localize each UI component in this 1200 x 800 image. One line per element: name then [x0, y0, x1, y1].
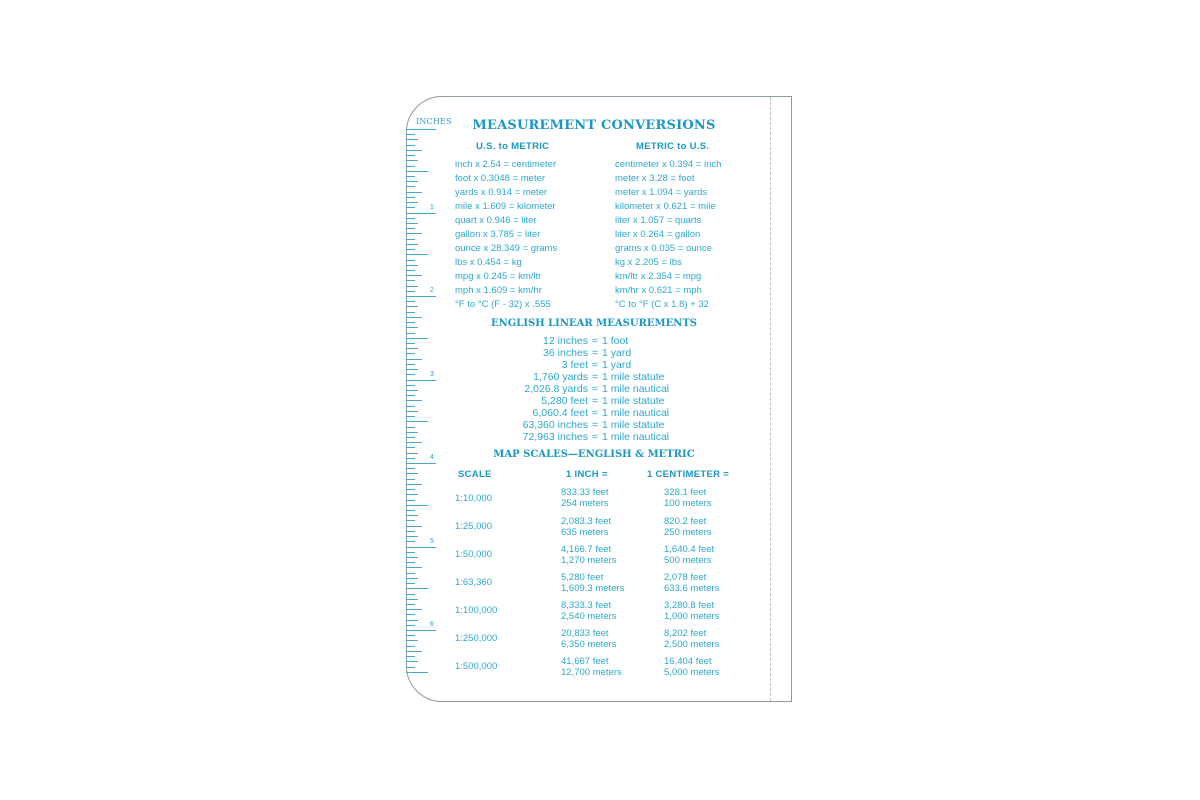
- ruler-tick: [406, 364, 415, 365]
- list-item: kilometer x 0.621 = mile: [615, 201, 716, 212]
- perforation-line: [770, 97, 771, 701]
- ruler-tick: [406, 562, 415, 563]
- table-row: 1:63,360 5,280 feet 1,609.3 meters 2,078 feet 633.6 meters: [455, 572, 720, 594]
- ruler-tick: [406, 630, 436, 631]
- ruler-tick: [406, 301, 415, 302]
- ruler-tick: [406, 651, 422, 652]
- ruler-number: 1: [430, 203, 434, 211]
- ruler-tick: [406, 500, 415, 501]
- list-item: liter x 0.264 = gallon: [615, 229, 701, 240]
- ruler-tick: [406, 447, 415, 448]
- ruler-tick: [406, 218, 415, 219]
- map-scales-heading: MAP SCALES—ENGLISH & METRIC: [493, 449, 695, 460]
- ruler-tick: [406, 181, 418, 182]
- ruler-tick: [406, 249, 415, 250]
- ruler-tick: [406, 578, 418, 579]
- list-item: foot x 0.3048 = meter: [455, 173, 546, 184]
- ruler-tick: [406, 400, 422, 401]
- ruler-tick: [406, 594, 415, 595]
- ruler-tick: [406, 526, 422, 527]
- ruler-tick: [406, 515, 418, 516]
- ruler-tick: [406, 573, 415, 574]
- ruler-tick: [406, 661, 418, 662]
- list-item: km/ltr x 2.354 = mpg: [615, 271, 702, 282]
- conversion-content: [446, 96, 770, 702]
- list-item: 6,060.4 feet = 1 mile nautical: [532, 407, 670, 419]
- ruler-tick: [406, 494, 418, 495]
- ruler-tick: [406, 327, 418, 328]
- metric-to-us-list: [615, 158, 721, 312]
- ruler-tick: [406, 317, 422, 318]
- english-linear-list: [446, 335, 742, 443]
- list-item: kg x 2.205 = lbs: [615, 257, 682, 268]
- ruler-tick: [406, 312, 415, 313]
- ruler-tick: [406, 192, 422, 193]
- ruler-tick: [406, 395, 415, 396]
- list-item: lbs x 0.454 = kg: [455, 257, 522, 268]
- ruler-tick: [406, 604, 415, 605]
- list-item: meter x 3.28 = foot: [615, 173, 695, 184]
- list-item: gallon x 3.785 = liter: [455, 229, 541, 240]
- ruler-tick: [406, 213, 436, 214]
- ruler-tick: [406, 228, 415, 229]
- ruler-tick: [406, 359, 422, 360]
- ruler-tick: [406, 640, 418, 641]
- ruler-tick: [406, 186, 415, 187]
- ruler-tick: [406, 265, 418, 266]
- ruler-tick: [406, 458, 415, 459]
- list-item: yards x 0.914 = meter: [455, 187, 548, 198]
- ruler-tick: [406, 510, 415, 511]
- ruler-tick: [406, 432, 418, 433]
- ruler-tick: [406, 531, 415, 532]
- ruler-tick: [406, 468, 415, 469]
- list-item: liter x 1.057 = quarts: [615, 215, 702, 226]
- us-to-metric-list: [455, 158, 557, 312]
- table-row: 1:10,000 833.33 feet 254 meters 328.1 feet 100 meters: [455, 487, 712, 509]
- ruler-tick: [406, 667, 415, 668]
- metric-to-us-heading: METRIC to U.S.: [636, 141, 710, 152]
- list-item: ounce x 28.349 = grams: [455, 243, 558, 254]
- centimeter-column-header: 1 CENTIMETER =: [647, 469, 730, 480]
- ruler-tick: [406, 333, 415, 334]
- list-item: 63,360 inches = 1 mile statute: [522, 419, 665, 431]
- ruler-tick: [406, 479, 415, 480]
- table-row: 1:50,000 4,166.7 feet 1,270 meters 1,640.4 feet 500 meters: [455, 544, 715, 566]
- ruler-tick: [406, 171, 428, 172]
- ruler-tick: [406, 625, 415, 626]
- ruler-tick: [406, 505, 428, 506]
- ruler-tick: [406, 620, 418, 621]
- ruler-tick: [406, 473, 418, 474]
- list-item: quart x 0.946 = liter: [455, 215, 537, 226]
- ruler-tick: [406, 380, 436, 381]
- ruler-tick: [406, 421, 428, 422]
- ruler-tick: [406, 166, 415, 167]
- list-item: km/hr x 0.621 = mph: [615, 285, 702, 296]
- ruler-tick: [406, 233, 422, 234]
- ruler-tick: [406, 223, 418, 224]
- ruler-tick: [406, 260, 415, 261]
- ruler-tick: [406, 254, 428, 255]
- ruler-tick: [406, 150, 422, 151]
- ruler-tick: [406, 385, 415, 386]
- ruler-tick: [406, 541, 415, 542]
- ruler-tick: [406, 489, 415, 490]
- table-row: 1:100,000 8,333.3 feet 2,540 meters 3,280.8 feet 1,000 meters: [455, 600, 720, 622]
- ruler-tick: [406, 160, 418, 161]
- ruler-tick: [406, 275, 422, 276]
- ruler-tick: [406, 270, 415, 271]
- ruler-tick: [406, 207, 415, 208]
- ruler-tick: [406, 291, 415, 292]
- ruler-tick: [406, 197, 415, 198]
- ruler-tick: [406, 374, 415, 375]
- inch-column-header: 1 INCH =: [566, 469, 608, 480]
- ruler-tick: [406, 520, 415, 521]
- ruler-tick: [406, 176, 415, 177]
- list-item: °F to °C (F - 32) x .555: [455, 299, 551, 310]
- list-item: 36 inches = 1 yard: [543, 347, 632, 359]
- list-item: grams x 0.035 = ounce: [615, 243, 712, 254]
- ruler-tick: [406, 609, 422, 610]
- ruler-tick: [406, 463, 436, 464]
- ruler-tick: [406, 244, 418, 245]
- ruler-tick: [406, 442, 422, 443]
- table-row: 1:25,000 2,083.3 feet 635 meters 820.2 feet 250 meters: [455, 516, 712, 538]
- ruler-tick: [406, 406, 415, 407]
- list-item: mile x 1.609 = kilometer: [455, 201, 556, 212]
- ruler-tick: [406, 139, 418, 140]
- table-row: 1:500,000 41,667 feet 12,700 meters 16,404 feet 5,000 meters: [455, 656, 720, 678]
- ruler-number: 2: [430, 287, 434, 294]
- ruler-tick: [406, 286, 418, 287]
- list-item: 5,280 feet = 1 mile statute: [541, 395, 665, 407]
- ruler-tick: [406, 129, 436, 130]
- ruler-tick: [406, 453, 418, 454]
- ruler-tick: [406, 552, 415, 553]
- list-item: 3 feet = 1 yard: [561, 359, 632, 371]
- ruler-tick: [406, 202, 418, 203]
- list-item: mpg x 0.245 = km/ltr: [455, 271, 542, 282]
- ruler-tick: [406, 646, 415, 647]
- ruler-tick: [406, 338, 428, 339]
- us-to-metric-heading: U.S. to METRIC: [476, 141, 550, 152]
- ruler-tick: [406, 322, 415, 323]
- ruler-tick: [406, 635, 415, 636]
- ruler-tick: [406, 567, 422, 568]
- ruler-tick: [406, 306, 418, 307]
- ruler-tick: [406, 416, 415, 417]
- ruler-tick: [406, 437, 415, 438]
- ruler-tick: [406, 369, 418, 370]
- list-item: mph x 1.609 = km/hr: [455, 285, 542, 296]
- ruler-tick: [406, 145, 415, 146]
- ruler-tick: [406, 134, 415, 135]
- ruler-tick: [406, 547, 436, 548]
- ruler-number: 5: [430, 537, 434, 545]
- list-item: 12 inches = 1 foot: [543, 335, 629, 347]
- ruler-label: INCHES: [416, 117, 452, 126]
- list-item: 1,760 yards = 1 mile statute: [533, 371, 665, 383]
- ruler-tick: [406, 296, 436, 297]
- ruler-tick: [406, 536, 418, 537]
- list-item: inch x 2.54 = centimeter: [455, 159, 557, 170]
- list-item: °C to °F (C x 1.8) + 32: [615, 299, 709, 310]
- ruler-tick: [406, 353, 415, 354]
- list-item: 72,963 inches = 1 mile nautical: [522, 431, 670, 443]
- ruler-tick: [406, 343, 415, 344]
- list-item: meter x 1.094 = yards: [615, 187, 708, 198]
- scale-column-header: SCALE: [458, 469, 492, 480]
- ruler-tick: [406, 656, 415, 657]
- list-item: centimeter x 0.394 = inch: [615, 159, 722, 170]
- ruler-tick: [406, 280, 415, 281]
- english-linear-heading: ENGLISH LINEAR MEASUREMENTS: [490, 318, 697, 329]
- ruler-tick: [406, 484, 422, 485]
- ruler-tick: [406, 411, 418, 412]
- inch-ruler: [406, 96, 452, 702]
- ruler-tick: [406, 583, 415, 584]
- ruler-number: 4: [430, 454, 434, 461]
- ruler-tick: [406, 155, 415, 156]
- ruler-tick: [406, 599, 418, 600]
- list-item: 2,026.8 yards = 1 mile nautical: [524, 383, 670, 395]
- ruler-number: 3: [430, 370, 434, 378]
- ruler-tick: [406, 239, 415, 240]
- ruler-tick: [406, 672, 428, 673]
- ruler-tick: [406, 614, 415, 615]
- ruler-number: 6: [430, 621, 434, 628]
- ruler-tick: [406, 390, 418, 391]
- ruler-tick: [406, 588, 428, 589]
- page-title: MEASUREMENT CONVERSIONS: [472, 118, 716, 133]
- table-row: 1:250,000 20,833 feet 6,350 meters 8,202 feet 2,500 meters: [455, 628, 720, 650]
- ruler-tick: [406, 427, 415, 428]
- ruler-tick: [406, 557, 418, 558]
- ruler-tick: [406, 348, 418, 349]
